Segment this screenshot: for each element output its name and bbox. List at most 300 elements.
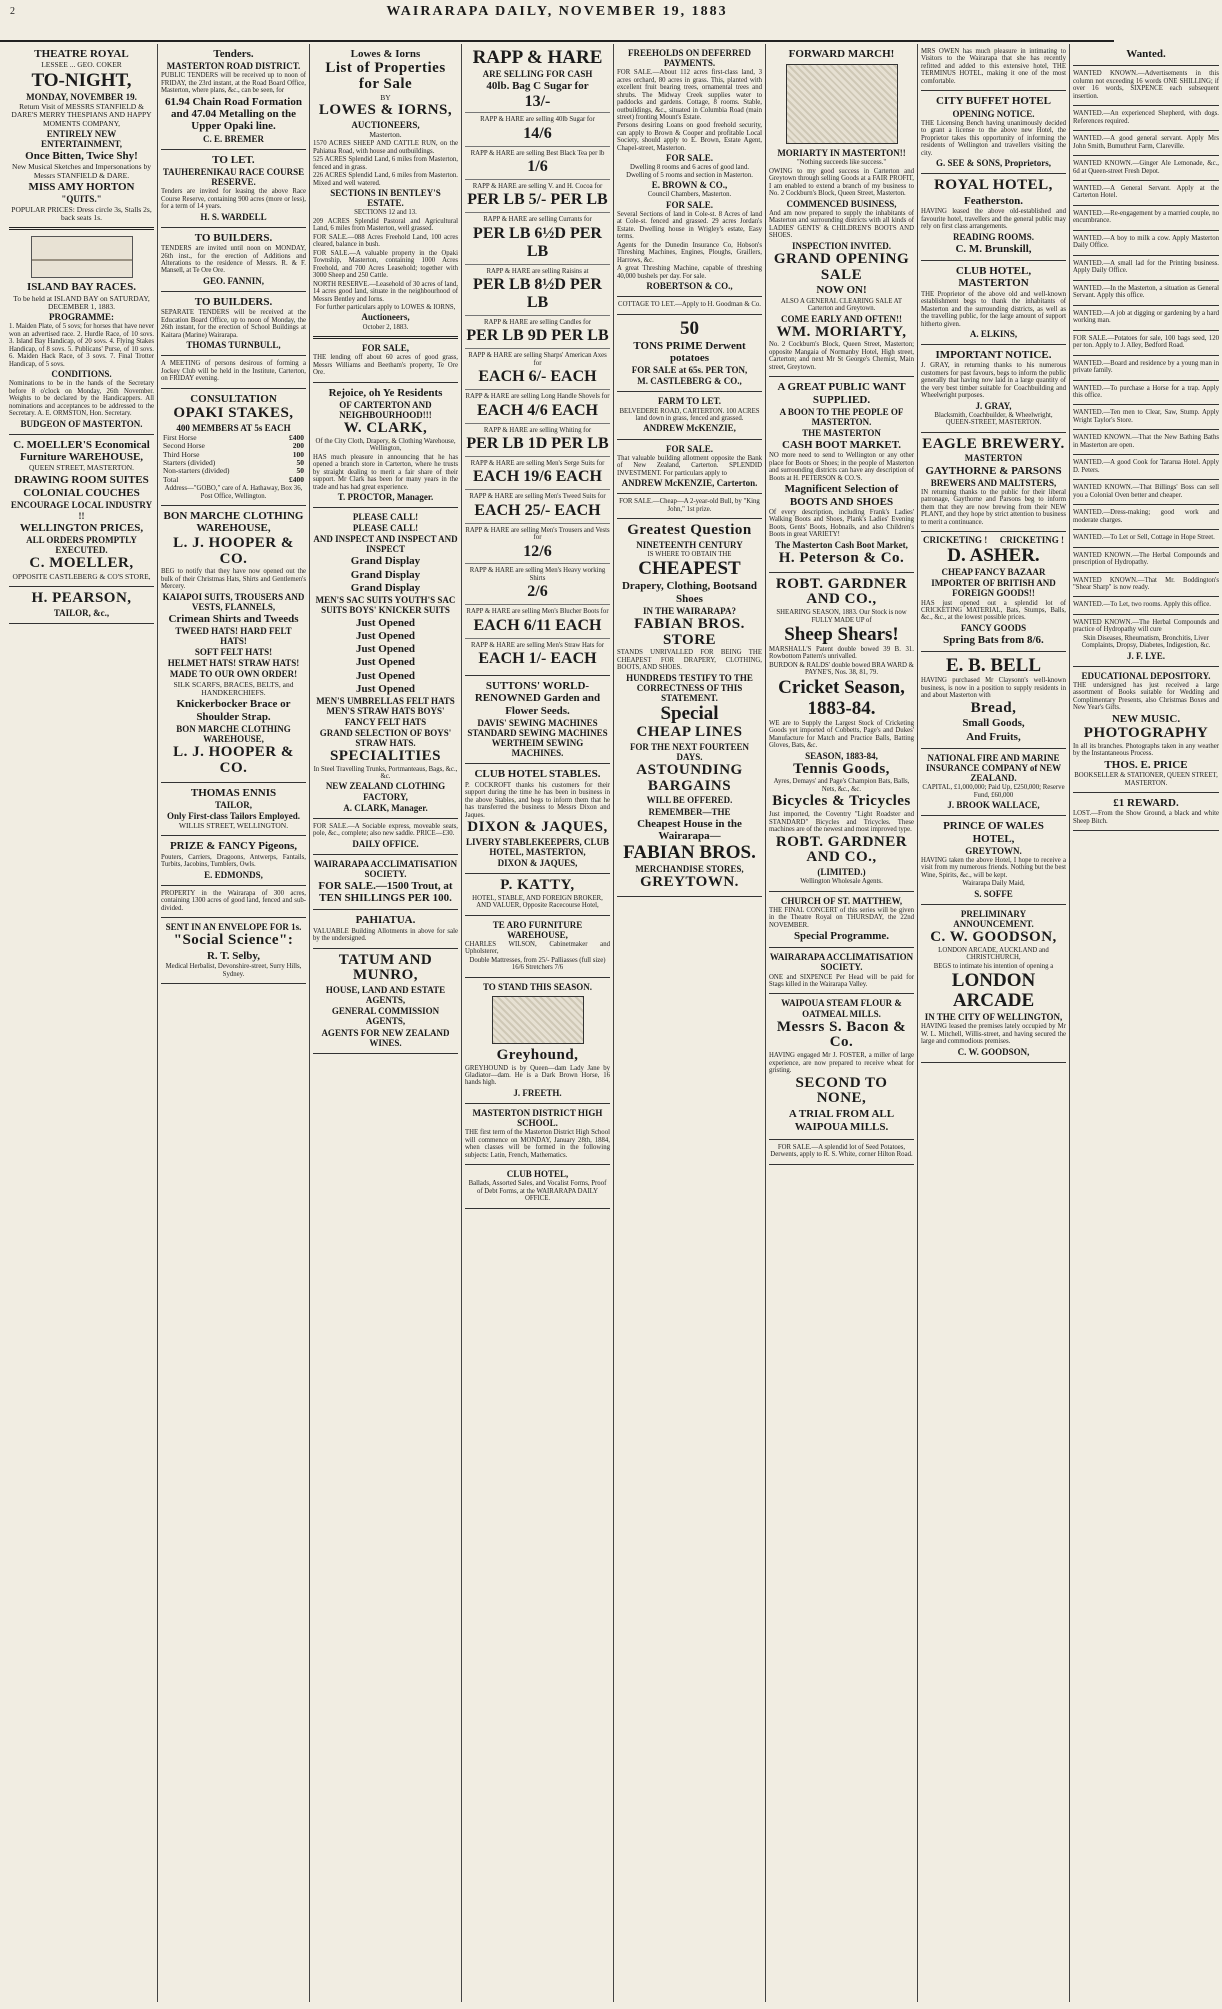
stags-ad bbox=[769, 948, 914, 994]
drawing-room: DRAWING ROOM SUITES bbox=[14, 473, 149, 486]
hooper-name-2: L. J. HOOPER & CO. bbox=[173, 744, 294, 776]
royal-hotel-text: HAVING leased the above old-established and favourite hotel, travellers and the general public may rely on first class arrangements. bbox=[921, 208, 1066, 231]
suttons-ad bbox=[465, 676, 610, 764]
london-arcade: LONDON ARCADE bbox=[951, 970, 1036, 1012]
island-bay-ad bbox=[9, 230, 154, 434]
wanted-ad bbox=[1073, 405, 1219, 430]
bicycles-heading: Bicycles & Tricycles bbox=[772, 793, 911, 810]
shears-text: MARSHALL'S Patent double bowed 39 B. 31. Rowbottom Pattern's unrivalled. bbox=[769, 645, 914, 661]
moriarty-motto: "Nothing succeeds like success." bbox=[796, 159, 887, 167]
concert-ad bbox=[769, 892, 914, 949]
arcade-body: HAVING leased the premises lately occupied by Mr W. L. Mitchell, Willis-street, and having secured the large and commodious premises. bbox=[921, 1023, 1066, 1046]
city-line: IN THE CITY OF WELLINGTON, bbox=[924, 1012, 1063, 1023]
wanted-ad bbox=[1073, 66, 1219, 106]
land-text: Several Sections of land in Cole-st. 8 Acres of land at Cole-st. fenced and grassed. 29 acres Jordan's Estate. Dwelling house in Wrigley's estate, Easy terms. bbox=[617, 210, 762, 241]
rapp-item-price: 1/6 bbox=[527, 158, 548, 176]
rapp-item-price: PER LB 5/- PER LB bbox=[467, 191, 608, 209]
greyhound-name: Greyhound, bbox=[496, 1046, 579, 1063]
rapp-item-label: RAPP & HARE are selling Best Black Tea per lb bbox=[470, 149, 605, 157]
rapp-item-label: RAPP & HARE are selling Men's Tweed Suits for bbox=[469, 493, 606, 501]
katty-text: HOTEL, STABLE, AND FOREIGN BROKER, AND VALUER, Opposite Racecourse Hotel, bbox=[472, 894, 603, 910]
wanted-ad bbox=[1073, 156, 1219, 181]
wanted-text: WANTED.—A General Servant. Apply at the Carterton Hotel. bbox=[1073, 185, 1219, 200]
inspect-line: AND INSPECT AND INSPECT AND INSPECT bbox=[313, 534, 458, 555]
fruits-line: And Fruits, bbox=[966, 730, 1021, 743]
wanted-text: WANTED KNOWN.—Advertisements in this column not exceeding 16 words ONE SHILLING; if over 16 words, SIXPENCE each subsequent insertion. bbox=[1073, 70, 1219, 100]
greytown-line: GREYTOWN. bbox=[640, 874, 739, 891]
gray-ad bbox=[921, 345, 1066, 433]
wanted-ad bbox=[1073, 181, 1219, 206]
theatre-show: ENTIRELY NEW ENTERTAINMENT, bbox=[40, 128, 123, 149]
special-programme: Special Programme. bbox=[793, 930, 890, 943]
cheapest-heading: CHEAPEST bbox=[638, 558, 741, 580]
members-line: 400 MEMBERS AT 5s EACH bbox=[176, 422, 291, 433]
trout-ad bbox=[313, 855, 458, 911]
soffe-name: S. SOFFE bbox=[974, 888, 1013, 899]
hats-line-1: TWEED HATS! HARD FELT HATS! bbox=[175, 626, 292, 647]
seed-potatoes-text: FOR SALE.—A splendid lot of Seed Potatoes, Derwents, apply to R. S. White, corner Hilton Road. bbox=[770, 1143, 913, 1159]
council-chambers: Council Chambers, Masterton. bbox=[647, 191, 732, 199]
church-heading: CHURCH OF ST. MATTHEW, bbox=[780, 895, 903, 906]
theatre-troupe: Return Visit of MESSRS STANFIELD & DARE'S MERRY THESPIANS AND HAPPY MOMENTS COMPANY, bbox=[11, 101, 152, 128]
castleberg-name: M. CASTLEBERG & CO., bbox=[637, 376, 742, 387]
crest-illustration bbox=[786, 64, 898, 144]
royal-hotel-heading: ROYAL HOTEL, bbox=[934, 177, 1053, 194]
wanted-ad bbox=[1073, 231, 1219, 256]
high-school-heading: MASTERTON DISTRICT HIGH SCHOOL. bbox=[472, 1108, 603, 1129]
freeholds-heading: FREEHOLDS ON DEFERRED PAYMENTS. bbox=[627, 48, 752, 69]
lowes-firm: LOWES & IORNS, bbox=[318, 102, 453, 119]
clearing-sale: ALSO A GENERAL CLEARING SALE AT Carterton and Greytown. bbox=[780, 297, 903, 313]
stud-heading: TO STAND THIS SEASON. bbox=[482, 981, 593, 992]
rapp-item-price: EACH 19/6 EACH bbox=[473, 468, 602, 486]
sewing-machines: DAVIS' SEWING MACHINES STANDARD SEWING MACHINES WERTHEIM SEWING MACHINES. bbox=[467, 718, 608, 759]
buffet-text: THE Licensing Bench having unanimously decided to grant a license to the above new Hotel, the Proprietor takes this opportunity of informing the residents of Wellington and travellers visiting the city. bbox=[921, 119, 1066, 157]
procter-name: T. PROCTOR, Manager. bbox=[337, 492, 434, 503]
eagle-text: IN returning thanks to the public for their liberal patronage, Gaythorne and Parsons beg to inform them that they are now brewing from their NEW PLANT, and they hope by strict attention to business to merit a continuance. bbox=[921, 488, 1066, 526]
rejoice-heading: Rejoice, oh Ye Residents bbox=[328, 386, 443, 399]
bell-ad bbox=[921, 652, 1066, 749]
now-on: NOW ON! bbox=[816, 284, 867, 297]
wanted-text: WANTED.—To Let or Sell, Cottage in Hope Street. bbox=[1073, 534, 1215, 542]
rapp-item-price: 2/6 bbox=[527, 583, 548, 601]
season-line: SEASON, 1883-84, bbox=[805, 750, 878, 761]
rapp-price-item bbox=[465, 112, 610, 145]
budgeon-heading: BUDGEON OF MASTERTON. bbox=[20, 418, 143, 429]
lye-name: J. F. LYE. bbox=[1126, 650, 1166, 661]
wanted-text: WANTED KNOWN.—That Mr. Boddington's "Shear Sharp" is now ready. bbox=[1073, 576, 1219, 591]
colonial-couches: COLONIAL COUCHES bbox=[23, 487, 140, 500]
wilson-text: CHARLES WILSON, Cabinetmaker and Upholsterer, bbox=[465, 940, 610, 956]
greyhound-ad bbox=[465, 978, 610, 1104]
consultation-ad bbox=[161, 389, 306, 506]
blacksmith-line: Blacksmith, Coachbuilder, & Wheelwright, QUEEN-STREET, MASTERTON. bbox=[934, 411, 1053, 427]
wanted-text: WANTED.—A job at digging or gardening by a hard working man. bbox=[1073, 309, 1219, 325]
wanted-text: WANTED KNOWN.—Ginger Ale Lemonade, &c., 6d at Queen-street Fresh Depot. bbox=[1073, 160, 1219, 175]
yacht-illustration bbox=[31, 236, 133, 278]
column-6 bbox=[766, 44, 918, 2002]
rapp-cash: ARE SELLING FOR CASH bbox=[482, 68, 593, 79]
bedsteads-text: Double Mattresses, from 25/- Palliasses (full size) 16/6 Stretchers 7/6 bbox=[469, 956, 606, 972]
bread-line: Bread, bbox=[970, 699, 1017, 716]
allotment-ad bbox=[617, 440, 762, 495]
rapp-price-item bbox=[465, 212, 610, 263]
herbal-text: WANTED KNOWN.—The Herbal Compounds and practice of Hydropathy will cure bbox=[1073, 618, 1219, 634]
drapery-line: Drapery, Clothing, Bootsand Shoes bbox=[621, 580, 758, 605]
allotment-text: That valuable building allotment opposite the Bank of New Zealand, Carterton. SPLENDID INVESTMENT. For particulars apply to bbox=[617, 454, 762, 477]
column-4 bbox=[462, 44, 614, 2002]
rapp-price-item bbox=[465, 456, 610, 489]
potatoes-price: FOR SALE at 65s. PER TON, bbox=[631, 365, 748, 376]
eagle-brewery-ad bbox=[921, 433, 1066, 533]
wanted-text: WANTED.—Ten men to Clear, Saw, Stump. Apply Wright Taylor's Store. bbox=[1073, 409, 1219, 424]
rapp-price-item bbox=[465, 348, 610, 389]
ennis-ad bbox=[161, 783, 306, 837]
road-district: MASTERTON ROAD DISTRICT. bbox=[166, 61, 301, 72]
straw-hats-line: GRAND SELECTION OF BOYS' STRAW HATS. bbox=[319, 727, 452, 748]
pigeons-heading: PRIZE & FANCY Pigeons, bbox=[169, 840, 298, 853]
gardner-name-2: ROBT. GARDNER AND CO., bbox=[775, 833, 908, 866]
pigeons-ad bbox=[161, 836, 306, 885]
farm-heading: FARM TO LET. bbox=[657, 396, 722, 407]
builders-ad-1 bbox=[161, 228, 306, 292]
cricketing-row: CRICKETING ! CRICKETING ! bbox=[923, 535, 1064, 546]
property-3: 226 ACRES Splendid Land, 6 miles from Masterton. Mixed and well watered. bbox=[313, 172, 458, 187]
dixon-jaques: DIXON & JAQUES, bbox=[467, 818, 608, 835]
hats-line-2: SOFT FELT HATS! bbox=[194, 647, 273, 658]
mckenzie-name: ANDREW McKENZIE, bbox=[643, 423, 736, 434]
horse-illustration bbox=[492, 996, 584, 1044]
club-stables-heading: CLUB HOTEL STABLES. bbox=[474, 768, 601, 781]
express-text: FOR SALE.—A Sociable express, moveable seats, pole, &c., complete; also new saddle. PRICE—£30. bbox=[313, 822, 458, 838]
high-school-ad bbox=[465, 1104, 610, 1165]
tatum-name: TATUM AND MUNRO, bbox=[338, 951, 433, 984]
price-name: THOS. E. PRICE bbox=[1104, 758, 1188, 771]
arcade-text: BEGS to intimate his intention of opening a bbox=[933, 962, 1054, 970]
potatoes-heading: TONS PRIME Derwent potatoes bbox=[633, 339, 746, 364]
wanted-text: WANTED.—In the Masterton, a situation as General Servant. Apply this office. bbox=[1073, 284, 1219, 300]
selby-name: R. T. Selby, bbox=[206, 950, 261, 962]
depository-ad bbox=[1073, 667, 1219, 793]
moeller-street: QUEEN STREET, MASTERTON. bbox=[28, 463, 135, 473]
grand-display-2: Grand Display bbox=[350, 568, 421, 581]
arcade-line: LONDON ARCADE, AUCKLAND and CHRISTCHURCH, bbox=[938, 946, 1049, 962]
wanted-text: WANTED KNOWN.—That Billings' Boss can sell you a Colonial Oven better and cheaper. bbox=[1073, 484, 1219, 499]
tenders-ad bbox=[161, 44, 306, 150]
freeth-name: J. FREETH. bbox=[513, 1087, 562, 1098]
bell-text: HAVING purchased Mr Claysonn's well-known business, is now in a position to supply residents in and about Masterton with bbox=[921, 677, 1066, 700]
wanted-ad bbox=[1073, 331, 1219, 356]
lowes-sig: Auctioneers, bbox=[361, 312, 410, 323]
fourteen-days: FOR THE NEXT FOURTEEN DAYS. bbox=[629, 741, 750, 762]
terminus-ad bbox=[921, 44, 1066, 91]
property-7: FOR SALE.—A valuable property in the Opaki Township, Masterton, containing 1000 Acres Freehold, and 700 Acres Leasehold; together with 3000 Sheep and 250 Cattle. bbox=[313, 249, 458, 280]
bicycles-text: Just imported, the Coventry "Light Roadster and STANDARD" Bicycles and Tricycles. These machines are of the newest and most improved type. bbox=[769, 811, 914, 834]
property-9: For further particulars apply to LOWES & IORNS, bbox=[315, 304, 456, 312]
moeller-name: C. MOELLER, bbox=[29, 555, 134, 572]
spring-bats: Spring Bats from 8/6. bbox=[943, 634, 1044, 647]
te-aro-heading: TE ARO FURNITURE WAREHOUSE, bbox=[492, 919, 583, 940]
club-hotel-heading: CLUB HOTEL, MASTERTON bbox=[955, 265, 1032, 290]
acclimatisation-heading: WAIRARAPA ACCLIMATISATION SOCIETY. bbox=[313, 858, 458, 879]
wanted-ad bbox=[1073, 530, 1219, 547]
club-stables-text: P. COCKROFT thanks his customers for their support during the time he has been in business in the above Stables, and begs to inform them that he has transferred the business to Messrs Dixon and Jaques. bbox=[465, 781, 610, 819]
umbrellas-line: MEN'S UMBRELLAS FELT HATS MEN'S STRAW HATS BOYS' FANCY FELT HATS bbox=[316, 696, 455, 727]
moeller-ad bbox=[9, 435, 154, 587]
cheap-lines: CHEAP LINES bbox=[636, 724, 743, 741]
column-5 bbox=[614, 44, 766, 2002]
wanted-text: FOR SALE.—Potatoes for sale, 100 bags seed, 120 per ton. Apply to J. Alley, Bedford Road. bbox=[1073, 334, 1219, 350]
masterton-line: THE MASTERTON bbox=[802, 428, 881, 438]
dixon-jaques-2: DIXON & JAQUES, bbox=[497, 857, 578, 868]
wanted-text: WANTED.—A good Cook for Tararua Hotel. Apply D. Peters. bbox=[1073, 459, 1219, 474]
property-text: PROPERTY in the Wairarapa of 300 acres, containing 1300 acres of good land, fenced and sub-divided. bbox=[161, 889, 306, 912]
cricket-text: WE are to Supply the Largest Stock of Cricketing Goods yet imported of Cobbetts, Page's and Dukes' Manufacture for Match and Practice Balls, Batting Gloves, Bats, &c. bbox=[769, 719, 914, 750]
rapp-item-label: RAPP & HARE are selling Men's Straw Hats for bbox=[470, 641, 605, 649]
asher-text: HAS just opened out a splendid lot of CRICKETING MATERIAL, Bats, Stumps, Balls, &c., &c., at the lowest possible prices. bbox=[921, 599, 1066, 622]
fabian-text: STANDS UNRIVALLED FOR BEING THE CHEAPEST FOR DRAPERY, CLOTHING, BOOTS, AND SHOES. bbox=[617, 649, 762, 672]
sugar-line: 40lb. Bag C Sugar for bbox=[486, 80, 589, 93]
inspection-invited: INSPECTION INVITED. bbox=[791, 240, 892, 251]
suttons-text: SUTTONS' WORLD-RENOWNED Garden and Flower Seeds. bbox=[474, 680, 601, 717]
tennis-goods: Tennis Goods, bbox=[793, 760, 890, 777]
brunskill-name: C. M. Brunskill, bbox=[955, 242, 1032, 255]
wanted-ad bbox=[1073, 505, 1219, 530]
buffet-ad bbox=[921, 91, 1066, 174]
rapp-item-label: RAPP & HARE are selling Men's Heavy working Shirts bbox=[469, 567, 606, 582]
mckenzie-name-2: ANDREW McKENZIE, Carterton. bbox=[621, 478, 758, 489]
theatre-lessee: LESSEE ... GEO. COKER bbox=[41, 60, 122, 70]
theatre-prices: POPULAR PRICES: Dress circle 3s, Stalls 2s, back seats 1s. bbox=[11, 204, 152, 222]
freeholds-text: FOR SALE.—About 112 acres first-class land, 3 acres orchard, 80 acres in grass. This, planted with excellent fruit bearing trees, ornamental trees and shrubs. The Midway Creek supplies water to paddocks and gardens. Cottage, 8 rooms. Stable, outbuildings, &c., situated in Columbia Road (main street) fronting Mount's Estate. bbox=[617, 69, 762, 121]
bell-name: E. B. BELL bbox=[945, 655, 1042, 677]
asher-name: D. ASHER. bbox=[947, 545, 1040, 567]
fabian-ad bbox=[617, 519, 762, 897]
clark-text: HAS much pleasure in announcing that he has opened a branch store in Carterton, where he trusts by straight dealing to merit a fair share of their support. Mr Clark has been for many years in the trade and has had great experience. bbox=[313, 453, 458, 491]
photography-heading: PHOTOGRAPHY bbox=[1083, 725, 1209, 742]
please-call-1: PLEASE CALL! bbox=[352, 512, 419, 523]
waipoua-heading: WAIPOUA STEAM FLOUR & OATMEAL MILLS. bbox=[781, 998, 902, 1019]
lowes-iorns-ad bbox=[313, 44, 458, 339]
potatoes-ad bbox=[617, 315, 762, 393]
allotment-heading: FOR SALE. bbox=[665, 443, 713, 454]
prize-row: Non-starters (divided) 50 bbox=[163, 466, 304, 476]
sheep-shears: Sheep Shears! bbox=[784, 624, 899, 646]
rapp-item-price: PER LB 9D PER LB bbox=[466, 327, 609, 345]
moriarty-ad bbox=[769, 44, 914, 377]
ennis-tailor: TAILOR, bbox=[214, 799, 253, 810]
nineteenth-century: NINETEENTH CENTURY bbox=[636, 539, 743, 550]
clark-name: W. CLARK, bbox=[343, 419, 428, 436]
furniture-ad bbox=[465, 916, 610, 978]
wanted-ad bbox=[1073, 131, 1219, 156]
theatre-horton: MISS AMY HORTON bbox=[28, 181, 135, 194]
waipoua-ad bbox=[769, 994, 914, 1139]
waipoua-mills: WAIPOUA MILLS. bbox=[794, 1121, 889, 1134]
peterson-ad bbox=[769, 377, 914, 572]
sugar-price: 13/- bbox=[524, 93, 551, 111]
wanted-text: WANTED.—A small lad for the Printing business. Apply Daily Office. bbox=[1073, 259, 1219, 275]
prize-row: Starters (divided) 50 bbox=[163, 458, 304, 468]
sections-heading: SECTIONS IN BENTLEY'S ESTATE. bbox=[330, 188, 441, 209]
property-6: FOR SALE.—088 Acres Freehold Land, 100 acres cleared, balance in bush. bbox=[313, 233, 458, 249]
conditions-text: Nominations to be in the hands of the Secretary before 8 o'clock on Monday, 26th November. Weights to be declared by the Handicappers. All nominations and acceptances to be addressed to the Secretary. A. E. ORMSTON, Hon. Secretary. bbox=[9, 380, 154, 418]
shearing-line: SHEARING SEASON, 1883. Our Stock is now FULLY MADE UP of bbox=[776, 609, 907, 624]
katty-ad bbox=[465, 874, 610, 916]
page-columns bbox=[6, 44, 1219, 2002]
rapp-item-label: RAPP & HARE are selling Long Handle Shovels for bbox=[465, 393, 610, 401]
bazaar-line: CHEAP FANCY BAZAAR bbox=[941, 567, 1046, 578]
boot-market-text: NO more need to send to Wellington or any other place for Boots or Shoes; in the people of Masterton and surrounding districts can have any description of Boots at H. PETERSON & CO.'S. bbox=[769, 452, 914, 482]
pearson-name: H. PEARSON, bbox=[31, 590, 132, 607]
theatre-quits: "QUITS." bbox=[61, 194, 102, 205]
mens-suits: MEN'S SAC SUITS YOUTH'S SAC SUITS BOYS' KNICKER SUITS bbox=[315, 595, 456, 616]
wanted-ad bbox=[1073, 381, 1219, 406]
club-hotel-text: THE Proprietor of the above old and well-known establishment begs to thank the inhabitants of Masterton and the surrounding districts, as well as the travelling public, for the large amount of support hitherto given. bbox=[921, 290, 1066, 328]
bremer-name: C. E. BREMER bbox=[202, 133, 264, 144]
prince-wales-ad bbox=[921, 816, 1066, 905]
rapp-price-item bbox=[465, 315, 610, 348]
pahiatua-text: VALUABLE Building Allotments in above for sale by the undersigned. bbox=[313, 927, 458, 943]
to-let-heading: TO LET. bbox=[212, 153, 255, 166]
jockey-club-ad bbox=[161, 356, 306, 388]
rapp-hare-ad bbox=[465, 44, 610, 676]
programme-text: 1. Maiden Plate, of 5 sovs; for horses that have never won an advertised race. 2. Hurdle Race, of 10 sovs. 3. Island Bay Handicap, of 20 sovs. 4. Flying Stakes Handicap, of 8 sovs. 5. Publicans' Purse, of 10 sovs. 6. Maiden Hack Race, of 3 sovs. 7. Final Trotter Handicap, of 5 sovs. bbox=[9, 323, 154, 368]
buffet-sub: OPENING NOTICE. bbox=[952, 108, 1035, 119]
bon-marche-heading: BON MARCHE CLOTHING WAREHOUSE, bbox=[163, 510, 304, 535]
cottage-text: COTTAGE TO LET.—Apply to H. Goodman & Co. bbox=[618, 301, 761, 309]
clark-sub: Of the City Cloth, Drapery, & Clothing Warehouse, Wellington, bbox=[315, 437, 456, 453]
rapp-item-label: RAPP & HARE are selling Sharps' American Axes for bbox=[468, 352, 607, 367]
moriarty-address: No. 2 Cockburn's Block, Queen Street, Masterton; opposite Mangaia of Normanby Hotel, High street, Carterton; and next Mr St George's Chemist, Main street, Greytown. bbox=[769, 341, 914, 371]
prize-total: Total £400 bbox=[163, 474, 304, 484]
capital-line: CAPITAL, £1,000,000; Paid Up, £250,000; Reserve Fund, £60,000 bbox=[922, 784, 1065, 799]
kaiapoi-line: KAIAPOI SUITS, TROUSERS AND VESTS, FLANNELS, bbox=[162, 591, 305, 612]
pigeons-text: Pouters, Carriers, Dragoons, Antwerps, Fantails, Turbits, Jacobins, Tumblers, Owls. bbox=[161, 853, 306, 869]
wanted-text: WANTED.—An experienced Shepherd, with dogs. References required. bbox=[1073, 110, 1219, 125]
rapp-price-item bbox=[465, 489, 610, 522]
rapp-item-label: RAPP & HARE are selling Men's Blucher Boots for bbox=[466, 608, 609, 616]
acclimatisation-heading-2: WAIRARAPA ACCLIMATISATION SOCIETY. bbox=[769, 952, 914, 973]
masthead bbox=[0, 0, 1114, 42]
bull-text: FOR SALE.—Cheap—A 2-year-old Bull, by "King John," 1st prize. bbox=[619, 498, 760, 513]
bacon-text: HAVING engaged Mr J. FOSTER, a miller of large experience, are now prepared to receive wheat for gristing. bbox=[769, 1052, 914, 1075]
wanted-ad bbox=[1073, 548, 1219, 573]
property-5: 209 ACRES Splendid Pastoral and Agricultural Land, 6 miles from Masterton, well grassed. bbox=[313, 217, 458, 233]
jockey-club-text: A MEETING of persons desirous of forming a Jockey Club will be held in the Institute, Carterton, on FRIDAY evening. bbox=[161, 360, 306, 383]
rapp-price-list bbox=[465, 112, 610, 671]
gray-name: J. GRAY, bbox=[975, 400, 1012, 411]
theatre-sketch: New Musical Sketches and Impersonations by Messrs STANFIELD & DARE. bbox=[12, 162, 151, 180]
please-call-ad bbox=[313, 508, 458, 819]
eagle-heading: EAGLE BREWERY. bbox=[922, 435, 1065, 452]
educational-text: THE undersigned has just received a large assortment of Books suitable for Wedding and Complimentary Presents, also Christmas Boxes and New Year's Gifts. bbox=[1073, 681, 1219, 712]
rapp-item-label: RAPP & HARE are selling 40lb Sugar for bbox=[480, 116, 595, 124]
specialities-text: In Steel Travelling Trunks, Portmanteaus, Bags, &c., &c. bbox=[313, 765, 458, 780]
rapp-item-label: RAPP & HARE are selling Men's Serge Suits for bbox=[470, 459, 605, 467]
fannin-name: GEO. FANNIN, bbox=[202, 275, 265, 286]
gardner-name: ROBT. GARDNER AND CO., bbox=[775, 575, 908, 608]
trout-text: FOR SALE.—1500 Trout, at TEN SHILLINGS PER 100. bbox=[318, 879, 453, 905]
programme-heading: PROGRAMME: bbox=[49, 312, 114, 323]
moriarty-text: OWING to my good success in Carterton and Greytown through selling Goods at a FAIR PROFIT, I am enabled to extend a branch of my business to No. 2 Cockburn's Block, Queen Street, Masterton. bbox=[769, 167, 914, 198]
important-notice: IMPORTANT NOTICE. bbox=[935, 349, 1052, 362]
magnificent-selection: Magnificent Selection of BOOTS AND SHOES bbox=[784, 483, 899, 508]
merchandise-stores: MERCHANDISE STORES, bbox=[635, 864, 744, 875]
by-line: BY bbox=[380, 92, 391, 102]
wanted-ad bbox=[1073, 597, 1219, 614]
freeholds-ad bbox=[617, 44, 762, 297]
gray-text: J. GRAY, in returning thanks to his numerous customers for past favours, begs to inform the public generally that having now laid in a large quantity of the very best timber suitable for Coachbuilding and Wheelwright purposes. bbox=[921, 362, 1066, 400]
greatest-question: Greatest Question bbox=[627, 522, 752, 539]
just-opened-5: Just Opened bbox=[356, 669, 415, 682]
fancy-goods: FANCY GOODS bbox=[960, 622, 1027, 633]
column-7 bbox=[918, 44, 1070, 2002]
rapp-price-item bbox=[465, 146, 610, 179]
theatre-once: Once Bitten, Twice Shy! bbox=[25, 150, 138, 163]
hooper-name: L. J. HOOPER & CO. bbox=[173, 534, 294, 567]
club-hotel-ad bbox=[921, 261, 1066, 345]
rapp-item-price: EACH 1/- EACH bbox=[478, 650, 597, 668]
wallace-name: J. BROOK WALLACE, bbox=[947, 800, 1040, 811]
fabian-bros: FABIAN BROS. bbox=[623, 842, 756, 864]
tennis-text: Ayres, Demays' and Page's Champion Bats, Balls, Nets, &c., &c. bbox=[773, 778, 910, 793]
cricket-season: Cricket Season, bbox=[778, 676, 905, 698]
just-opened-6: Just Opened bbox=[356, 683, 415, 696]
pahiatua-heading: PAHIATUA. bbox=[355, 914, 416, 927]
wanted-section bbox=[1073, 44, 1219, 66]
rapp-hare-heading: RAPP & HARE bbox=[472, 47, 603, 68]
for-sale-heading-2: FOR SALE. bbox=[665, 153, 713, 164]
prize-row: Second Horse 200 bbox=[163, 441, 304, 451]
preliminary-line: PRELIMINARY ANNOUNCEMENT. bbox=[953, 908, 1034, 930]
boots-text: Of every description, including Frank's Ladies' Walking Boots and Shoes, Plank's Ladies' Evening Boots, Gents' Boots, Hobnails, and also Children's Boots in great VARIETY! bbox=[769, 508, 914, 539]
just-opened-3: Just Opened bbox=[356, 643, 415, 656]
wanted-ad bbox=[1073, 281, 1219, 306]
races-heading: ISLAND BAY RACES. bbox=[27, 281, 136, 294]
road-text: PUBLIC TENDERS will be received up to noon of FRIDAY, the 23rd instant, at the Road Board Office, Masterton, where plans, &c., can be seen, for bbox=[161, 72, 306, 95]
rapp-item-price: 12/6 bbox=[523, 542, 552, 560]
builders-heading-2: TO BUILDERS. bbox=[194, 296, 273, 309]
wanted-ad bbox=[1073, 106, 1219, 131]
loans-text: Persons desiring Loans on good freehold security, can apply to Brown & Cooper and profitable Local Society, should apply to E. Brown, Estate Agent, Chapel-street, Masterton. bbox=[617, 122, 762, 152]
pahiatua-ad bbox=[313, 910, 458, 948]
builders-heading: TO BUILDERS. bbox=[194, 231, 273, 244]
builders-text: TENDERS are invited until noon on MONDAY, 26th inst., for the erection of Additions and Alterations to the residence of Messrs. R. & F. Mansell, at Te Ore Ore. bbox=[161, 245, 306, 275]
greytown-line-2: GREYTOWN. bbox=[965, 845, 1022, 856]
rapp-price-item bbox=[465, 264, 610, 315]
importer-line: IMPORTER OF BRITISH AND FOREIGN GOODS!! bbox=[931, 578, 1056, 599]
grand-display-1: Grand Display bbox=[350, 555, 421, 568]
grand-display-3: Grand Display bbox=[350, 582, 421, 595]
tatum-ad bbox=[313, 949, 458, 1054]
where-line: IS WHERE TO OBTAIN THE bbox=[647, 550, 732, 558]
rapp-item-label: RAPP & HARE are selling Currants for bbox=[483, 216, 592, 224]
peterson-name: H. Peterson & Co. bbox=[778, 549, 905, 566]
wanted-text: WANTED.—Board and residence by a young man in private family. bbox=[1073, 359, 1219, 375]
hooper-text: BEG to notify that they have now opened out the bulk of their Christmas Hats, Shirts and Gentlemen's Mercery. bbox=[161, 568, 306, 591]
rapp-item-price: EACH 25/- EACH bbox=[474, 501, 601, 519]
race-course-text: Tenders are invited for leasing the above Race Course Reserve, containing 900 acres (more or less), for a term of 14 years. bbox=[161, 188, 306, 211]
wanted-text: WANTED.—Dress-making; good work and moderate charges. bbox=[1073, 509, 1219, 524]
club-hotel: CLUB HOTEL, bbox=[506, 1169, 569, 1180]
knicker-line: Knickerbocker Brace or Shoulder Strap. bbox=[176, 698, 291, 723]
asher-ad bbox=[921, 532, 1066, 652]
commission-agents: GENERAL COMMISSION AGENTS, bbox=[331, 1006, 440, 1027]
wanted-text: WANTED.—Re-engagement by a married couple, no encumbrance. bbox=[1073, 209, 1219, 225]
column-1 bbox=[6, 44, 158, 2002]
special-heading: Special bbox=[660, 703, 719, 725]
